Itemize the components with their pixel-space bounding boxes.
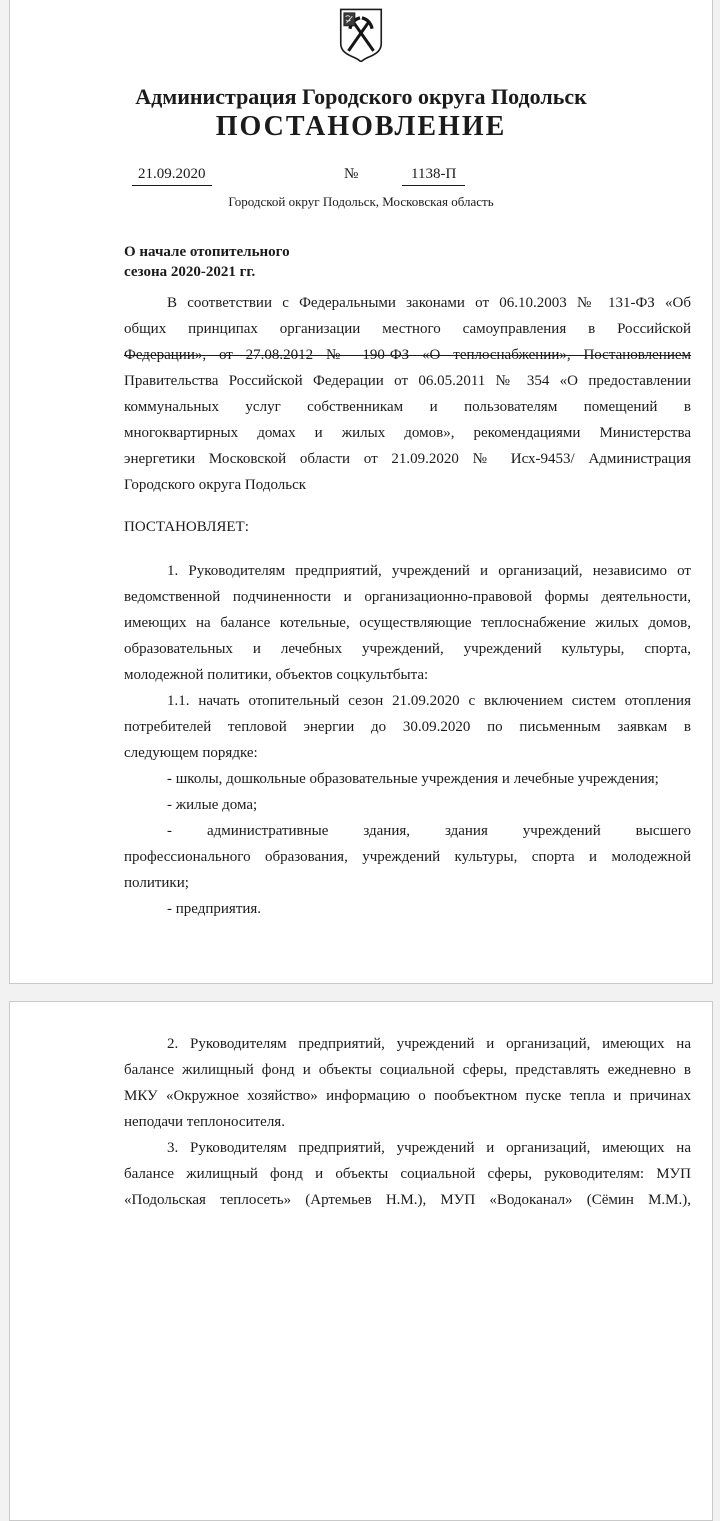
doc-line: молодежной политики, объектов соцкультбыта:	[124, 667, 429, 683]
doc-line: неподачи теплоносителя.	[124, 1114, 285, 1130]
doc-line: ведомственной подчиненности и организационно-правовой формы деятельности,	[124, 589, 691, 605]
doc-line: «Подольская теплосеть» (Артемьев Н.М.), МУП «Водоканал» (Сёмин М.М.),	[124, 1192, 691, 1208]
paragraph-item-1-1	[124, 688, 691, 766]
doc-line: общих принципах организации местного самоуправления в Российской	[124, 321, 691, 337]
bullet-item: - административные здания, здания учреждений высшего	[167, 823, 691, 839]
doc-line: 1. Руководителям предприятий, учреждений и организаций, независимо от	[167, 563, 691, 579]
bullet-item: - школы, дошкольные образовательные учреждения и лечебные учреждения;	[167, 771, 659, 787]
document-date: 21.09.2020	[132, 166, 212, 186]
paragraph-intro	[124, 290, 691, 498]
document-meta-row	[10, 166, 712, 192]
page2-text-block	[124, 1031, 691, 1213]
document-page-1	[9, 0, 713, 984]
organization-title: Администрация Городского округа Подольск	[135, 84, 587, 109]
subject-line-1: О начале отопительного	[124, 244, 290, 260]
doc-line: балансе жилищный фонд и объекты социальной сферы, руководителям: МУП	[124, 1166, 691, 1182]
doc-line: политики;	[124, 875, 189, 891]
doc-line: МКУ «Окружное хозяйство» информацию о пообъектном пуске тепла и причинах	[124, 1088, 691, 1104]
resolves-line: ПОСТАНОВЛЯЕТ:	[124, 519, 249, 535]
paragraph-item-1	[124, 558, 691, 688]
doc-line-struck: Федерации», от 27.08.2012 № 190-ФЗ «О теплоснабжении», Постановлением	[124, 347, 691, 363]
emblem-container	[10, 0, 712, 64]
document-type-title: ПОСТАНОВЛЕНИЕ	[215, 111, 507, 142]
doc-line: 3. Руководителям предприятий, учреждений и организаций, имеющих на	[167, 1140, 691, 1156]
paragraph-item-3	[124, 1135, 691, 1213]
document-page-2	[9, 1001, 713, 1521]
bullet-list	[124, 766, 691, 922]
doc-line: 2. Руководителям предприятий, учреждений и организаций, имеющих на	[167, 1036, 691, 1052]
doc-line: 1.1. начать отопительный сезон 21.09.2020 с включением систем отопления	[167, 693, 691, 709]
doc-line: имеющих на балансе котельные, осуществляющие теплоснабжение жилых домов,	[124, 615, 691, 631]
number-sign: №	[344, 166, 359, 182]
doc-line: потребителей тепловой энергии до 30.09.2020 по письменным заявкам в	[124, 719, 691, 735]
doc-line: следующем порядке:	[124, 745, 258, 761]
coat-of-arms-icon	[337, 8, 385, 62]
document-number: 1138-П	[402, 166, 465, 186]
doc-line: коммунальных услуг собственникам и пользователям помещений в	[124, 399, 691, 415]
doc-line: профессионального образования, учреждений культуры, спорта и молодежной	[124, 849, 691, 865]
doc-line: Правительства Российской Федерации от 06.05.2011 № 354 «О предоставлении	[124, 373, 691, 389]
page1-text-block	[124, 242, 691, 922]
bullet-item: - жилые дома;	[167, 797, 258, 813]
subject-line-2: сезона 2020-2021 гг.	[124, 264, 256, 280]
doc-line: энергетики Московской области от 21.09.2020 № Исх-9453/ Администрация	[124, 451, 691, 467]
paragraph-item-2	[124, 1031, 691, 1135]
bullet-item: - предприятия.	[167, 901, 262, 917]
document-place: Городской округ Подольск, Московская область	[228, 194, 494, 209]
doc-line: образовательных и лечебных учреждений, учреждений культуры, спорта,	[124, 641, 691, 657]
doc-line: В соответствии с Федеральными законами от 06.10.2003 № 131-ФЗ «Об	[167, 295, 691, 311]
doc-line: балансе жилищный фонд и объекты социальной сферы, представлять ежедневно в	[124, 1062, 691, 1078]
subject-heading	[124, 242, 691, 282]
doc-line: Городского округа Подольск	[124, 477, 307, 493]
doc-line: многоквартирных домах и жилых домов», рекомендациями Министерства	[124, 425, 691, 441]
